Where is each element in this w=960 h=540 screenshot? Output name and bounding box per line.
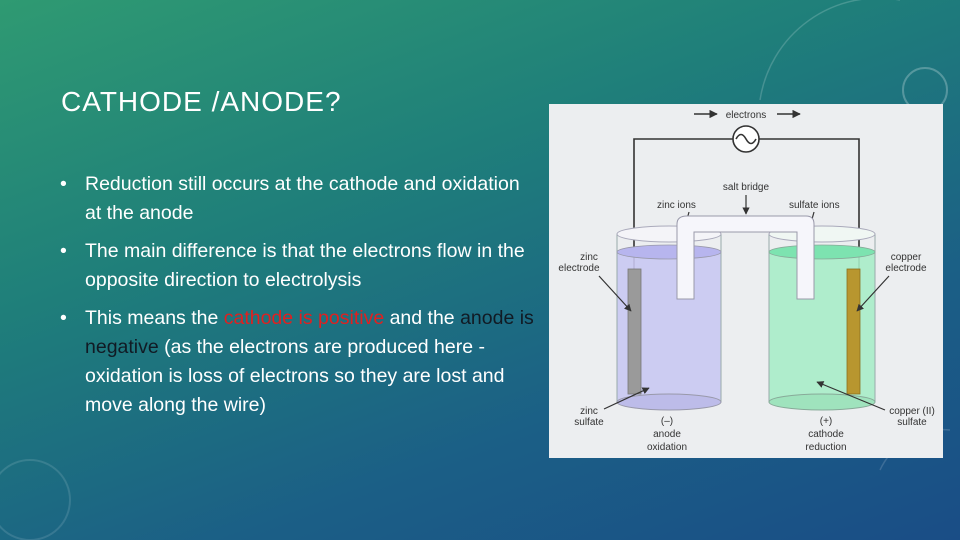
label-anode-sign: (–) xyxy=(660,416,674,427)
label-anode: anode xyxy=(653,429,681,440)
label-zinc-sulfate: sulfate xyxy=(574,417,604,428)
label-zinc-ions: zinc ions xyxy=(657,200,696,211)
label-zinc-electrode: electrode xyxy=(558,263,600,274)
label-copper-sulfate: copper (II) xyxy=(889,406,935,417)
label-zinc-electrode: zinc xyxy=(580,252,598,263)
bullet-item xyxy=(60,170,535,228)
bullet-text-part: (as the electrons are produced here - oxidation is loss of electrons so they are lost and move along the wire) xyxy=(85,336,505,416)
bullet-list xyxy=(60,170,535,429)
label-copper-sulfate: sulfate xyxy=(897,417,927,428)
label-zinc-sulfate: zinc xyxy=(580,406,598,417)
bullet-text-part: This means the xyxy=(85,307,224,329)
label-copper-electrode: copper xyxy=(890,252,922,263)
bullet-text-part: and the xyxy=(384,307,461,329)
copper-electrode xyxy=(847,269,860,394)
bullet-item xyxy=(60,304,535,420)
bullet-text: Reduction still occurs at the cathode and oxidation at the anode xyxy=(85,173,520,224)
zinc-electrode xyxy=(628,269,641,394)
label-copper-electrode: electrode xyxy=(885,263,927,274)
bullet-text: The main difference is that the electrons flow in the opposite direction to electrolysis xyxy=(85,240,525,291)
label-salt-bridge: salt bridge xyxy=(722,182,770,193)
label-cathode: cathode xyxy=(808,429,844,440)
label-oxidation: oxidation xyxy=(646,442,688,453)
highlight-cathode-positive: cathode is positive xyxy=(223,307,385,329)
bullet-item xyxy=(60,237,535,295)
label-sulfate-ions: sulfate ions xyxy=(789,200,840,211)
bullet-marker: • xyxy=(60,173,67,195)
bullet-marker: • xyxy=(60,240,67,262)
label-reduction: reduction xyxy=(805,442,847,453)
highlight-anode-negative: anode is negative xyxy=(85,307,534,358)
slide-title: CATHODE /ANODE? xyxy=(61,86,342,117)
bullet-marker: • xyxy=(60,307,67,329)
galvanic-cell-diagram xyxy=(549,104,943,458)
label-electrons: electrons xyxy=(725,110,767,121)
label-cathode-sign: (+) xyxy=(819,416,833,427)
